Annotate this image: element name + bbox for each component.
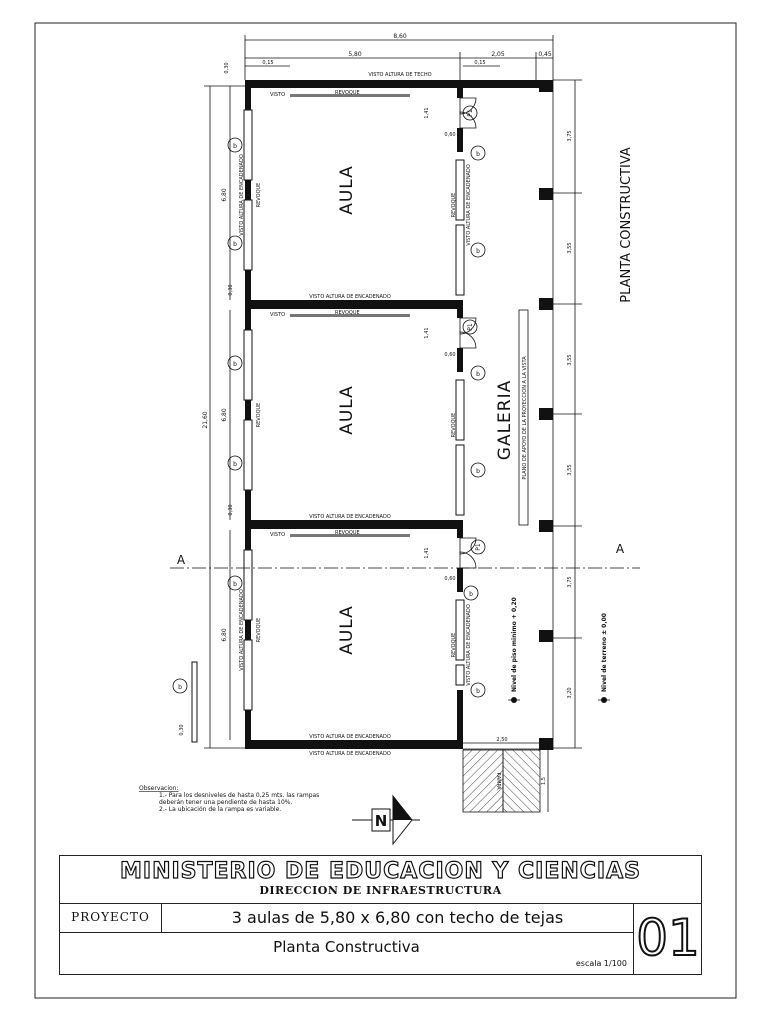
project-description: 3 aulas de 5,80 x 6,80 con techo de tejas — [231, 908, 564, 927]
levels — [508, 597, 610, 703]
observations-title: Observacion: — [139, 785, 179, 792]
room-label-1: AULA — [337, 165, 357, 215]
ramp — [463, 737, 548, 812]
door-dim-1: 1,41 — [424, 107, 430, 119]
window-tag-7: b — [476, 151, 480, 158]
lintel-1: REVOQUE — [335, 90, 360, 96]
window-tag-8: b — [476, 248, 480, 255]
title-block-header — [60, 856, 701, 904]
window-note-1: VISTO ALTURA DE ENCADENADO — [239, 154, 245, 236]
observations-line-3: 2.- La ubicación de la rampa es variable. — [159, 806, 282, 813]
window-tag-6: b — [178, 684, 182, 691]
dim-sill-2: 0,30 — [228, 284, 234, 296]
observations-line-1: 1.- Para los desniveles de hasta 0,25 mts. las rampas — [159, 792, 320, 799]
section-marker-right: A — [615, 542, 625, 556]
dim-ramp-length: 1,5 — [541, 777, 547, 785]
beam-note-1: VISTO ALTURA DE ENCADENADO — [309, 294, 391, 300]
section-line — [170, 542, 640, 568]
project-row — [60, 903, 633, 933]
observations — [139, 785, 319, 813]
top-dimensions — [245, 33, 553, 80]
ground-level-label: Nivel de terreno ± 0,00 — [601, 613, 608, 692]
floor-level-label: Nivel de piso minimo + 0,20 — [511, 597, 518, 692]
dim-wall-left: 0,15 — [262, 60, 274, 66]
lintel-right-2: REVOQUE — [451, 412, 457, 438]
wall-note-1: VISTO — [270, 92, 286, 98]
dim-gallery-seg-3: 3,55 — [567, 354, 573, 366]
door-dim-3: 1,41 — [424, 547, 430, 559]
window-tags — [173, 138, 485, 697]
room-labels — [337, 165, 357, 655]
door-offset-3: 0,60 — [444, 576, 456, 582]
beam-note-4: VISTO ALTURA DE ENCADENADO — [309, 751, 391, 757]
right-windows — [456, 160, 464, 685]
north-arrow-icon — [352, 796, 420, 844]
dim-wall-right: 0,15 — [474, 60, 486, 66]
window-tag-12: b — [476, 688, 480, 695]
door-tag-1: P1 — [467, 109, 474, 117]
plan-heading: PLANTA CONSTRUCTIVA — [619, 147, 634, 303]
wall-note-2: VISTO — [270, 312, 286, 318]
window-note-right-1: VISTO ALTURA DE ENCADENADO — [466, 164, 472, 246]
window-note-right-3: VISTO ALTURA DE ENCADENADO — [466, 604, 472, 686]
lintel-3: REVOQUE — [335, 530, 360, 536]
dim-gallery-seg-5: 3,20 — [567, 687, 573, 699]
window-tag-3: b — [233, 361, 237, 368]
door-offset-1: 0,60 — [444, 132, 456, 138]
lintel-left-3: REVOQUE — [256, 617, 262, 643]
room-label-2: AULA — [337, 385, 357, 435]
beam-note-2: VISTO ALTURA DE ENCADENADO — [309, 514, 391, 520]
dim-gallery-seg-2: 3,55 — [567, 242, 573, 254]
window-tag-10: b — [476, 468, 480, 475]
sheet-number-box — [633, 903, 701, 974]
detail-window — [192, 662, 197, 742]
window-tag-9: b — [476, 371, 480, 378]
plan-name: Planta Constructiva — [273, 938, 420, 956]
door-dim-2: 1,41 — [424, 327, 430, 339]
observations-line-2: deberán tener una pendiente de hasta 10%. — [159, 799, 293, 806]
lintel-left-2: REVOQUE — [256, 402, 262, 428]
dim-room-height-2: 6,80 — [221, 408, 228, 422]
dim-room-height-1: 6,80 — [221, 188, 228, 202]
window-tag-4: b — [233, 461, 237, 468]
dim-classroom-width: 5,80 — [348, 51, 362, 58]
dim-total-width: 8,60 — [393, 33, 407, 40]
dim-sill-top: 0,30 — [224, 62, 230, 74]
project-label: PROYECTO — [60, 903, 162, 932]
dim-room-height-3: 6,80 — [221, 628, 228, 642]
sheet-number: 01 — [636, 909, 700, 967]
dim-gallery-seg-4: 3,75 — [567, 576, 573, 588]
room-label-3: AULA — [337, 605, 357, 655]
dim-wall-end: 0,45 — [538, 51, 552, 58]
gallery — [495, 310, 528, 525]
dim-gallery-seg-1: 3,75 — [567, 130, 573, 142]
door-tag-3: P1 — [475, 543, 482, 551]
beam-note-3: VISTO ALTURA DE ENCADENADO — [309, 734, 391, 740]
lintel-2: REVOQUE — [335, 310, 360, 316]
gallery-note: PLANO DE APOYO DE LA PROYECCION A LA VISTA — [522, 356, 528, 480]
title-block — [59, 855, 702, 975]
right-dimensions — [553, 80, 582, 748]
dim-ramp-width: 2,50 — [496, 737, 508, 743]
door-tag-2: P1 — [467, 323, 474, 331]
dim-total-length: 21,60 — [202, 411, 209, 429]
doors — [424, 98, 485, 582]
lintel-right-1: REVOQUE — [451, 192, 457, 218]
window-note-3: VISTO ALTURA DE ENCADENADO — [239, 589, 245, 671]
north-letter: N — [374, 812, 388, 830]
direction-name: DIRECCION DE INFRAESTRUCTURA — [259, 884, 502, 897]
gallery-label: GALERIA — [495, 379, 515, 461]
plan-row — [60, 932, 633, 974]
window-tag-2: b — [233, 241, 237, 248]
window-tag-11: b — [469, 591, 473, 598]
lintel-left-1: REVOQUE — [256, 182, 262, 208]
ministry-name: MINISTERIO DE EDUCACION Y CIENCIAS — [120, 859, 641, 884]
dim-sill-detail: 0,30 — [179, 724, 185, 736]
scale-label: escala 1/100 — [575, 959, 627, 968]
window-tag-5: b — [233, 581, 237, 588]
lintel-right-3: REVOQUE — [451, 632, 457, 658]
wall-note-3: VISTO — [270, 532, 286, 538]
dim-gallery-seg-3b: 3,55 — [567, 464, 573, 476]
window-tag-1: b — [233, 143, 237, 150]
dim-gallery-width: 2,05 — [491, 51, 505, 58]
ramp-label: RAMPA — [495, 772, 501, 790]
door-offset-2: 0,60 — [444, 352, 456, 358]
beam-note-top: VISTO ALTURA DE TECHO — [368, 72, 432, 78]
section-marker-left: A — [176, 553, 186, 567]
dim-sill-3: 0,30 — [228, 504, 234, 516]
